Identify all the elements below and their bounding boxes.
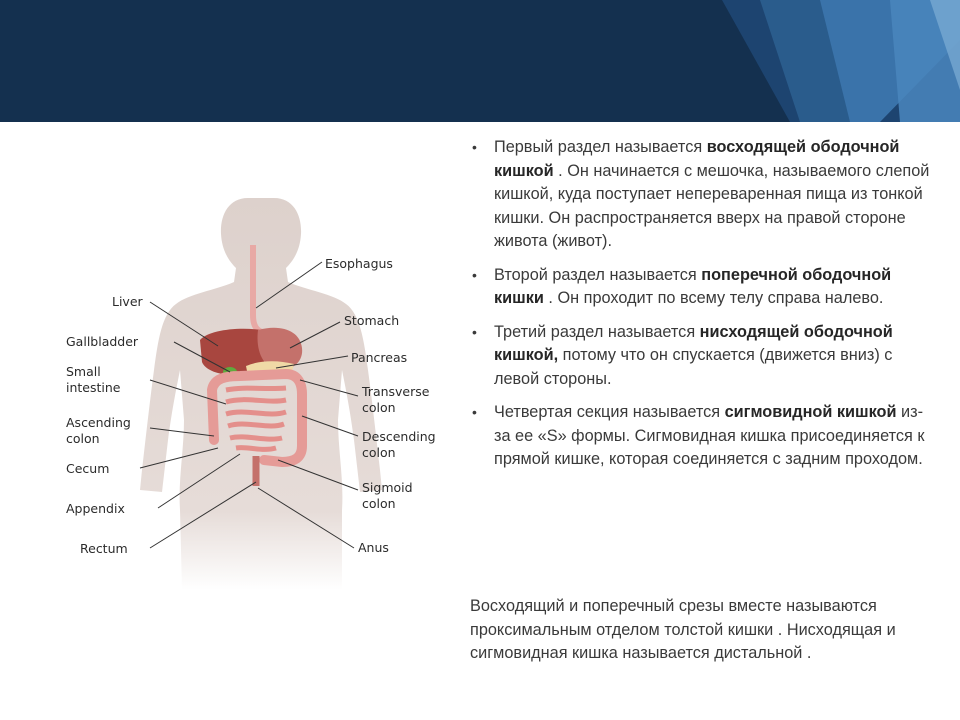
label-cecum: Cecum — [66, 461, 110, 476]
bullet-bold-term: нисходящей ободочной кишкой, — [494, 322, 893, 364]
label-appendix: Appendix — [66, 501, 125, 516]
bullet-bold-term: сигмовидной кишкой — [724, 403, 897, 421]
slide-header-banner — [0, 0, 960, 122]
bullet-text: . Он начинается с мешочка, называемого слепой кишкой, куда поступает непереваренная пища из тонкой кишки. Он распространяется вверх на правой стороне живота (живот). — [494, 161, 930, 250]
label-ascending-colon: colon — [66, 431, 100, 446]
bullet-text: Третий раздел называется — [494, 322, 700, 341]
label-gallbladder: Gallbladder — [66, 334, 139, 349]
header-decoration — [0, 0, 960, 122]
bullet-item — [470, 321, 930, 392]
bullet-bold-term: поперечной ободочной кишки — [494, 265, 892, 307]
label-esophagus: Esophagus — [325, 256, 393, 271]
bullet-dot: • — [472, 323, 477, 340]
bullet-text: потому что он спускается (движется вниз) с левой стороны. — [494, 346, 893, 388]
label-intestine: intestine — [66, 380, 121, 395]
label-ascending: Ascending — [66, 415, 131, 430]
bullet-dot: • — [472, 266, 477, 283]
label-transverse: Transverse — [362, 384, 430, 399]
label-sigmoid: Sigmoid — [362, 480, 413, 495]
bullet-bold-term: восходящей ободочной кишкой — [494, 138, 900, 180]
bullet-text: Второй раздел называется — [494, 265, 702, 284]
bullet-dot: • — [472, 404, 477, 420]
label-liver: Liver — [112, 294, 143, 309]
bullet-text: Четвертая секция называется — [494, 403, 725, 421]
bullet-item — [470, 136, 930, 254]
bullet-item — [470, 401, 930, 472]
label-stomach: Stomach — [344, 313, 400, 328]
bullet-text: Первый раздел называется — [494, 138, 707, 156]
bullet-text: . Он проходит по всему телу справа налево. — [543, 289, 884, 307]
label-anus: Anus — [358, 540, 389, 555]
bullet-dot: • — [472, 139, 477, 155]
label-rectum: Rectum — [80, 541, 128, 556]
label-small: Small — [66, 364, 101, 379]
label-sigmoid-colon: colon — [362, 496, 396, 511]
bullet-list — [470, 136, 930, 482]
digestive-system-diagram — [50, 190, 460, 590]
label-descending: Descending — [362, 429, 436, 444]
bullet-text: из-за ее «S» формы. Сигмовидная кишка присоединяется к прямой кишке, которая соединяется с задним проходом. — [494, 403, 925, 468]
label-descending-colon: colon — [362, 445, 396, 460]
label-pancreas: Pancreas — [351, 350, 408, 365]
bullet-item — [470, 264, 930, 311]
label-transverse-colon: colon — [362, 400, 396, 415]
summary-paragraph: Восходящий и поперечный срезы вместе называются проксимальным отделом толстой кишки . Нисходящая и сигмовидная кишка называется дистальной . — [470, 597, 896, 662]
